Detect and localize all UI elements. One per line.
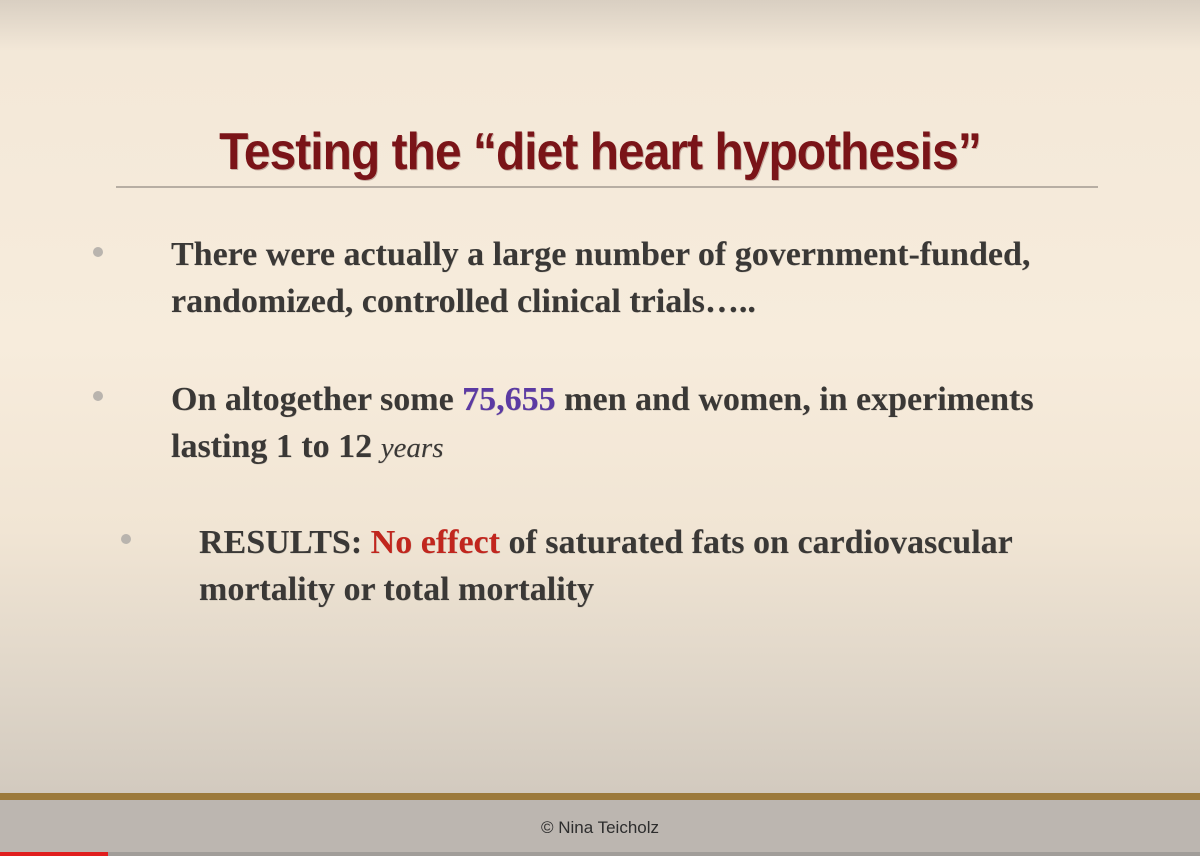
bullet-dot-icon: [93, 391, 103, 401]
bullet-trials-text: There were actually a large number of government-funded, randomized, controlled clinical trials…..: [171, 236, 1031, 320]
bullet-participants-years: years: [380, 432, 444, 464]
results-rest: of saturated fats on cardiovascular mortality or total mortality: [199, 524, 1013, 608]
footer-rule: [0, 793, 1200, 800]
results-label: RESULTS:: [199, 524, 371, 561]
bullet-dot-icon: [93, 247, 103, 257]
video-progress-fill: [0, 852, 108, 856]
bullet-participants: [171, 376, 1071, 472]
bullet-participants-middle: men and women, in experiments lasting 1 to 12: [171, 381, 1034, 465]
footer-copyright: © Nina Teicholz: [540, 818, 660, 837]
bullet-results: [199, 519, 1099, 613]
participant-count: 75,655: [462, 381, 556, 418]
bullet-trials: [171, 231, 1071, 325]
slide-title: Testing the “diet heart hypothesis”: [219, 123, 981, 181]
bullet-participants-prefix: On altogether some: [171, 381, 463, 418]
title-divider: [116, 186, 1098, 188]
video-progress-track[interactable]: [0, 852, 1200, 856]
bullet-dot-icon: [121, 534, 131, 544]
no-effect-highlight: No effect: [370, 524, 500, 561]
